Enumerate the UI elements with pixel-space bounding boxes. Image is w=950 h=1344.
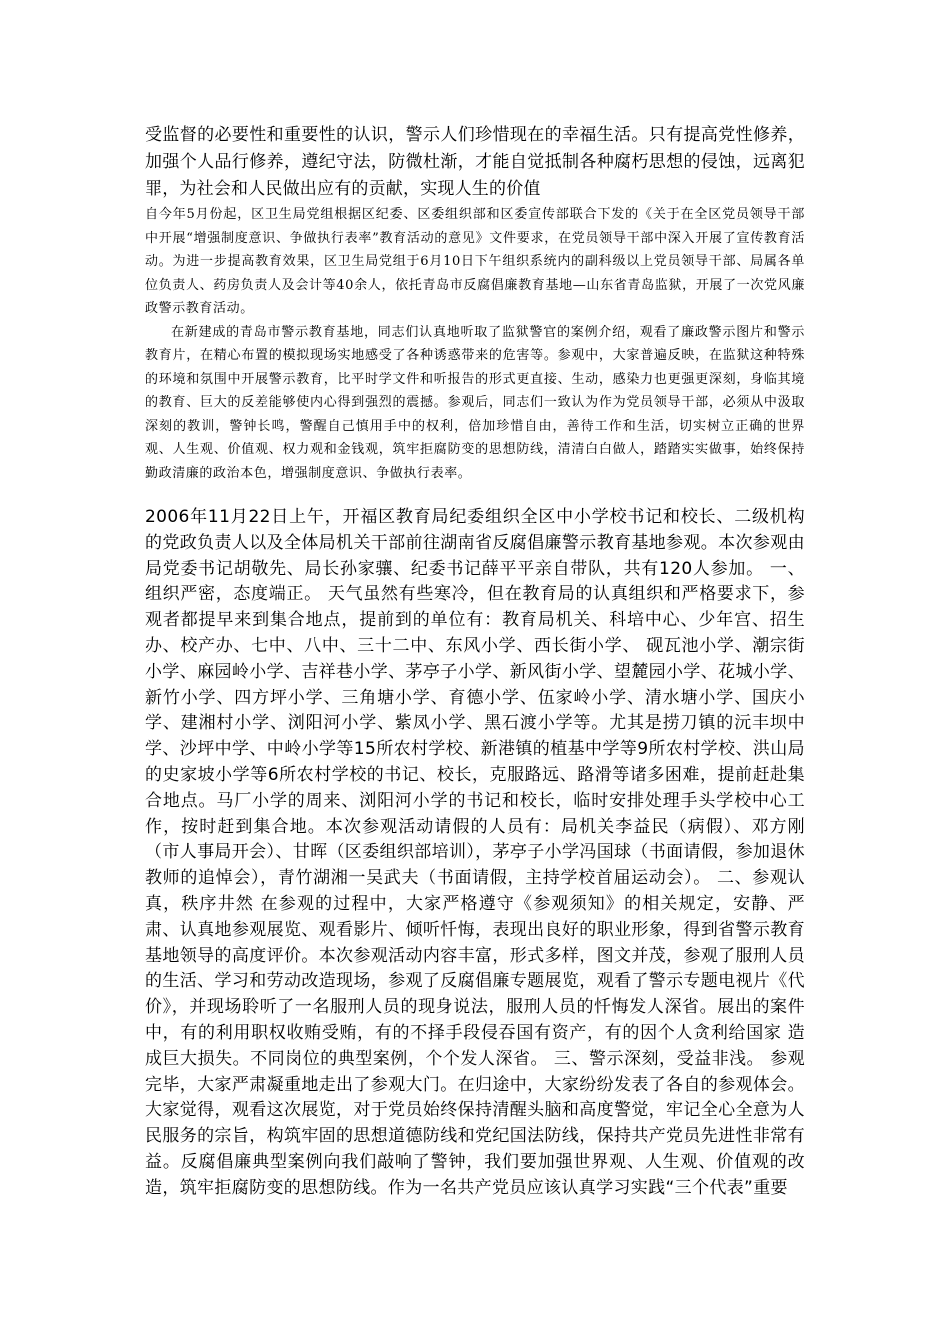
paragraph-qingdao-intro: 自今年5月份起，区卫生局党组根据区纪委、区委组织部和区委宣传部联合下发的《关于在全区党员领导干部中开展“增强制度意识、争做执行表率”教育活动的意见》文件要求，在党员领导干部中深入开展了宣传教育活动。为进一步提高教育效果，区卫生局党组于6月10日下午组织系统内的副科级以上党员领导干部、局属各单位负责人、药房负责人及会计等40余人，依托青岛市反腐倡廉教育基地—山东省青岛监狱，开展了一次党风廉政警示教育活动。 bbox=[145, 207, 805, 316]
paragraph-kaifu-report: 2006年11月22日上午，开福区教育局纪委组织全区中小学校书记和校长、二级机构的党政负责人以及全体局机关干部前往湖南省反腐倡廉警示教育基地参观。本次参观由局党委书记胡敬先、局长孙家骧、纪委书记薛平平亲自带队，共有120人参加。 一、组织严密，态度端正。 天气虽然有些寒冷，但在教育局的认真组织和严格要求下，参观者都提早来到集合地点，提前到的单位有：教育局机关、科培中心、少年宫、招生办、校产办、七中、八中、三十二中、东风小学、西长街小学、 砚瓦池小学、潮宗街小学、麻园岭小学、吉祥巷小学、茅亭子小学、新风街小学、望麓园小学、花城小学、新竹小学、四方坪小学、三角塘小学、育德小学、伍家岭小学、清水塘小学、国庆小学、建湘村小学、浏阳河小学、紫凤小学、黑石渡小学等。尤其是捞刀镇的沅丰坝中学、沙坪中学、中岭小学等15所农村学校、新港镇的植基中学等9所农村学校、洪山局的史家坡小学等6所农村学校的书记、校长，克服路远、路滑等诸多困难，提前赶赴集合地点。马厂小学的周来、浏阳河小学的书记和校长，临时安排处理手头学校中心工作，按时赶到集合地。本次参观活动请假的人员有：局机关李益民（病假）、邓方刚（市人事局开会）、甘晖（区委组织部培训），茅亭子小学冯国球（书面请假，参加退休教师的追悼会），青竹湖湘一吴武夫（书面请假，主持学校首届运动会）。 二、参观认真，秩序井然 在参观的过程中，大家严格遵守《参观须知》的相关规定，安静、严肃、认真地参观展览、观看影片、倾听忏悔，表现出良好的职业形象，得到省警示教育基地领导的高度评价。本次参观活动内容丰富，形式多样，图文并茂，参观了服刑人员的生活、学习和劳动改造现场，参观了反腐倡廉专题展览，观看了警示专题电视片《代价》，并现场聆听了一名服刑人员的现身说法，服刑人员的忏悔发人深省。展出的案件中，有的利用职权收贿受贿，有的不择手段侵吞国有资产，有的因个人贪利给国家 造成巨大损失。不同岗位的典型案例，个个发人深省。 三、警示深刻，受益非浅。 参观完毕，大家严肃凝重地走出了参观大门。在归途中，大家纷纷发表了各自的参观体会。大家觉得，观看这次展览，对于党员始终保持清醒头脑和高度警觉，牢记全心全意为人民服务的宗旨，构筑牢固的思想道德防线和党纪国法防线，保持共产党员先进性非常有益。反腐倡廉典型案例向我们敲响了警钟，我们要加强世界观、人生观、价值观的改造，筑牢拒腐防变的思想防线。作为一名共产党员应该认真学习实践“三个代表”重要 bbox=[145, 507, 805, 1198]
paragraph-qingdao-visit: 在新建成的青岛市警示教育基地，同志们认真地听取了监狱警官的案例介绍，观看了廉政警示图片和警示教育片，在精心布置的模拟现场实地感受了各种诱惑带来的危害等。参观中，大家普遍反映，在监狱这种特殊的环境和氛围中开展警示教育，比平时学文件和听报告的形式更直接、生动，感染力也更强更深刻，身临其境的教育、巨大的反差能够使内心得到强烈的震撼。参观后，同志们一致认为作为党员领导干部，必须从中汲取深刻的教训，警钟长鸣，警醒自己慎用手中的权利，倍加珍惜自由，善待工作和生活，切实树立正确的世界观、人生观、价值观、权力观和金钱观，筑牢拒腐防变的思想防线，清清白白做人，踏踏实实做事，始终保持勤政清廉的政治本色，增强制度意识、争做执行表率。 bbox=[145, 324, 805, 481]
document-page bbox=[145, 122, 805, 1202]
paragraph-conclusion: 受监督的必要性和重要性的认识，警示人们珍惜现在的幸福生活。只有提高党性修养，加强个人品行修养，遵纪守法，防微杜渐，才能自觉抵制各种腐朽思想的侵蚀，远离犯罪，为社会和人民做出应有的贡献，实现人生的价值 bbox=[145, 125, 805, 199]
